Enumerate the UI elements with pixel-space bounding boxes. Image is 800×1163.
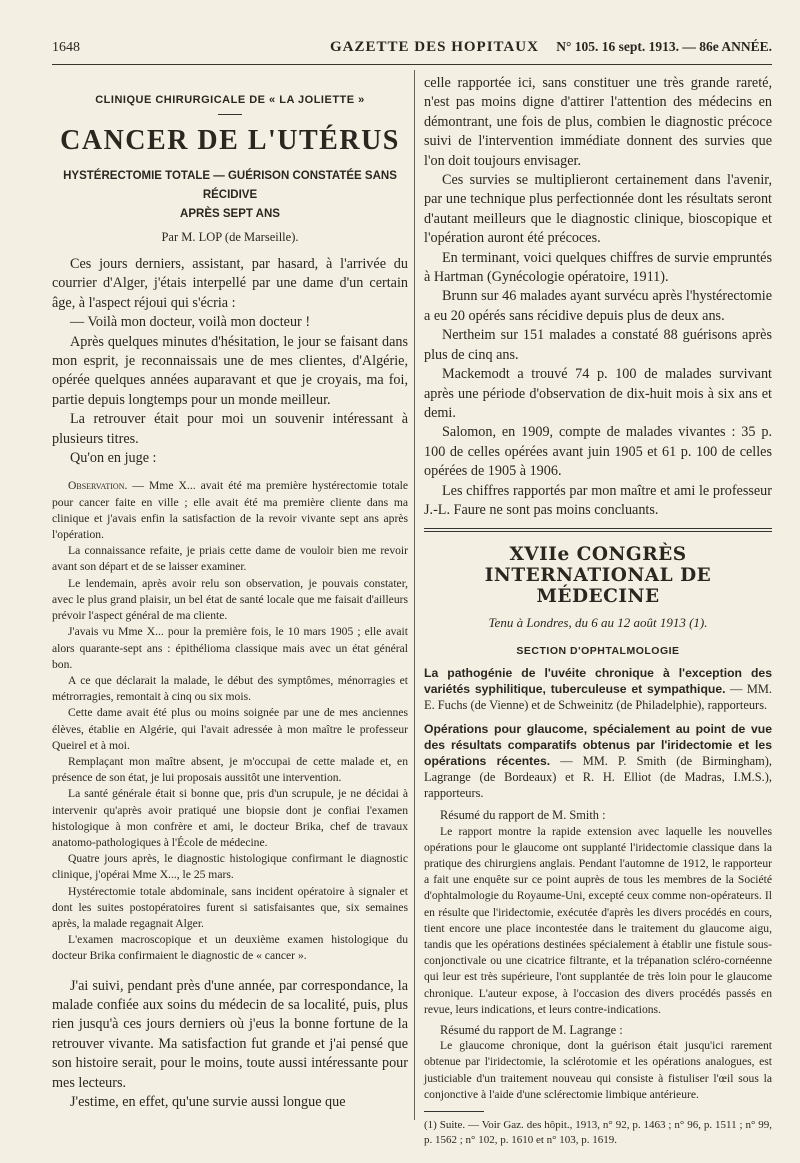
footnote: (1) Suite. — Voir Gaz. des hôpit., 1913, n° 92, p. 1463 ; n° 96, p. 1511 ; n° 99, p. 1562 ; n° 102, p. 1610 et n° 103, p. 1619. — [424, 1119, 772, 1146]
paragraph: J'estime, en effet, qu'une survie aussi longue que — [70, 1094, 346, 1110]
topic-1 — [424, 665, 772, 713]
article-subtitle-2: APRÈS SEPT ANS — [180, 208, 280, 220]
paragraph: Brunn sur 46 malades ayant survécu après l'hystérectomie a eu 20 opérés sans récidive depuis plus de deux ans. — [424, 288, 772, 324]
observation-text — [52, 478, 408, 964]
conclusion-text — [52, 977, 408, 1113]
paragraph: Le lendemain, après avoir relu son observation, je pouvais constater, avec le plus grand plaisir, un bel état de santé locale que me faisait d'ailleurs prévoir l'aspect général de ma cliente. — [52, 576, 408, 623]
column-divider — [414, 70, 415, 1120]
observation-first-paragraph — [52, 478, 408, 543]
intro-text — [52, 255, 408, 468]
paragraph: Hystérectomie totale abdominale, sans incident opératoire à signaler et dont les suites postopératoires furent si satisfaisantes que, six semaines après, la malade regagnait Alger. — [52, 884, 408, 930]
left-column — [52, 86, 408, 1112]
topic-1-paragraph — [424, 665, 772, 713]
congress-subtitle: Tenu à Londres, du 6 au 12 août 1913 (1). — [488, 615, 708, 631]
congress-title: XVIIe CONGRÈS INTERNATIONAL DE MÉDECINE — [484, 544, 712, 608]
right-column — [424, 74, 772, 1148]
article-subtitle: HYSTÉRECTOMIE TOTALE — GUÉRISON CONSTATÉE SANS RÉCIDIVE — [63, 170, 397, 201]
paragraph: J'ai suivi, pendant près d'une année, par correspondance, la malade confiée aux soins du médecin de sa localité, puis, plus rien jusqu'à ces jours derniers où j'eus la bonne fortune de la retrouver vivante. Ma satisfaction fut grande et j'ai pensé que son histoire serait, pour le moins, toute aussi intéressante pour mes lecteurs. — [52, 977, 408, 1091]
journal-title: GAZETTE DES HOPITAUX — [330, 39, 539, 55]
clinic-heading: CLINIQUE CHIRURGICALE DE « LA JOLIETTE » — [95, 94, 365, 106]
paragraph: Salomon, en 1909, compte de malades vivantes : 35 p. 100 de celles opérées avant juin 1905 et 61 p. 100 de celles opérées de 1905 à 1906. — [424, 424, 772, 480]
topic-2-authors: — MM. P. Smith (de Birmingham), Lagrange (de Bordeaux) et R. H. Elliot (de Madras, I.M.S.), rapporteurs. — [424, 754, 772, 801]
paragraph: Ces survies se multiplieront certainement dans l'avenir, par une technique plus perfectionnée dont les résultats seront d'autant meilleurs que le diagnostic clinique, bioscopique et l'opération auront été précoces. — [424, 172, 772, 247]
paragraph: En terminant, voici quelques chiffres de survie empruntés à Hartman (Gynécologie opératoire, 1911). — [424, 249, 772, 286]
title-rule — [218, 114, 242, 115]
header-rule — [52, 64, 772, 65]
paragraph: Après quelques minutes d'hésitation, le jour se faisant dans mon esprit, je reconnaissais une de mes clientes, d'Algérie, opérée quelques années auparavant et que je croyais, ma foi, partie depuis longtemps pour un monde meilleur. — [52, 333, 408, 408]
paragraph: Quatre jours après, le diagnostic histologique confirmant le diagnostic clinique, j'opérai Mme X..., le 25 mars. — [52, 852, 408, 882]
smith-text: Le rapport montre la rapide extension avec laquelle les nouvelles opérations pour le glaucome ont supplanté l'iridectomie classique dans la pratique des chirurgiens anglais. Pendant l'automne de 1912, le rapporteur a fait une enquête sur ce point auprès de tous les membres de la Société d'ophtalmologie du Royaume-Uni, excepté ceux comme non-opérateurs. Il en résulte que l'iridectomie, exécutée d'après les divers procédés en cours, tient encore une place incontestée dans le traitement du glaucome aigu, tandis que les opérations destinées spécialement à établir une fistule sous-conjonctivale ou une cicatrice filtrante, et la trépanation scléro-cornéenne qui leur est très supérieure, l'ont supplantée de très loin pour le glaucome chronique. L'auteur expose, à l'occasion des divers procédés passés en revue, leurs indications, et leurs contre-indications. — [424, 824, 772, 1016]
paragraph: Remplaçant mon maître absent, je m'occupai de cette malade et, en présence de son état, je lui proposais aussitôt une intervention. — [52, 754, 408, 785]
observation-label: Observation. — [68, 479, 128, 493]
page-number: 1648 — [52, 40, 80, 55]
paragraph: A ce que déclarait la malade, le début des symptômes, ménorragies et métrorragies, remontait à cinq ou six mois. — [52, 673, 408, 704]
paragraph: — Voilà mon docteur, voilà mon docteur ! — [70, 314, 311, 331]
smith-heading: Résumé du rapport de M. Smith : — [440, 808, 606, 823]
lagrange-heading: Résumé du rapport de M. Lagrange : — [440, 1022, 623, 1037]
paragraph: Les chiffres rapportés par mon maître et ami le professeur J.-L. Faure ne sont pas moins concluants. — [424, 482, 772, 518]
paragraph: Ces jours derniers, assistant, par hasard, à l'arrivée du courrier d'Alger, j'étais interpellé par une dame d'un certain âge, à l'aspect réjoui qui s'écria : — [52, 256, 408, 311]
topic-2 — [424, 721, 772, 801]
issue-info: N° 105. 16 sept. 1913. — 86e ANNÉE. — [556, 39, 772, 54]
paragraph: La santé générale était si bonne que, pris d'un scrupule, je ne décidai à intervenir qu'après avoir pratiqué une biopsie dont je confiai l'examen histologique à mon confrère et ami, le docteur Brika, chef de travaux anatomo-pathologiques à l'École de médecine. — [52, 787, 408, 849]
paragraph: La connaissance refaite, je priais cette dame de vouloir bien me revoir avant son départ et de se laisser examiner. — [52, 544, 408, 574]
article-title: CANCER DE L'UTÉRUS — [60, 125, 400, 156]
paragraph: Qu'on en juge : — [70, 450, 157, 467]
lagrange-text: Le glaucome chronique, dont la guérison était jusqu'ici rarement obtenue par l'iridectomie, la sclérotomie et les opérations analogues, est justiciable d'un traitement nouveau qui consiste à fistuliser l'œil sous la conjonctive à l'aide d'une sclérectomie limbique antérieure. — [424, 1039, 772, 1101]
topic-2-paragraph — [424, 721, 772, 801]
section-heading: SECTION D'OPHTALMOLOGIE — [516, 645, 680, 658]
footnote-rule — [424, 1111, 484, 1112]
section-rule — [424, 528, 772, 529]
paragraph: L'examen macroscopique et un deuxième examen histologique du docteur Brika confirmaient le diagnostic de « cancer ». — [52, 933, 408, 963]
page-header — [52, 36, 772, 58]
paragraph: Mackemodt a trouvé 74 p. 100 de malades survivant après une période d'observation de dix-huit mois à six ans et demi. — [424, 366, 772, 421]
topic-1-title: La pathogénie de l'uvéite chronique à l'exception des variétés syphilitique, tuberculeuse et sympathique. — [424, 666, 772, 697]
paragraph: Nertheim sur 151 malades a constaté 88 guérisons après plus de cinq ans. — [424, 327, 772, 363]
section-rule-2 — [424, 531, 772, 532]
topic-1-authors: — MM. E. Fuchs (de Vienne) et de Schweinitz (de Philadelphie), rapporteurs. — [424, 682, 772, 713]
observation-lead: — Mme X... avait été ma première hystérectomie totale pour cancer faite en ville ; elle avait été ma première cliente dans ma clinique et j'avais enfin la satisfaction de la revoir vivante sept ans après l'opération. — [52, 479, 408, 542]
topic-2-title: Opérations pour glaucome, spécialement au point de vue des résultats comparatifs obtenus par l'iridectomie et les opérations récentes. — [424, 722, 772, 769]
article-author: Par M. LOP (de Marseille). — [161, 230, 299, 244]
continuation-text — [424, 74, 772, 520]
smith-summary — [424, 807, 772, 1103]
paragraph: J'avais vu Mme X... pour la première fois, le 10 mars 1905 ; elle avait alors quarante-sept ans : épithélioma classique mais avec un état général bon. — [52, 625, 408, 671]
paragraph: Cette dame avait été plus ou moins soignée par une de mes anciennes élèves, établie en Algérie, qui l'avait adressée à mon maître le professeur Queirel et à moi. — [52, 706, 408, 752]
paragraph: La retrouver était pour moi un souvenir intéressant à plusieurs titres. — [52, 411, 408, 447]
paragraph: celle rapportée ici, sans constituer une très grande rareté, n'est pas moins digne d'attirer l'attention des médecins en démontrant, une fois de plus, combien le diagnostic précoce suivi de l'intervention immédiate donnent des survies que l'on doit toujours envisager. — [424, 75, 772, 169]
